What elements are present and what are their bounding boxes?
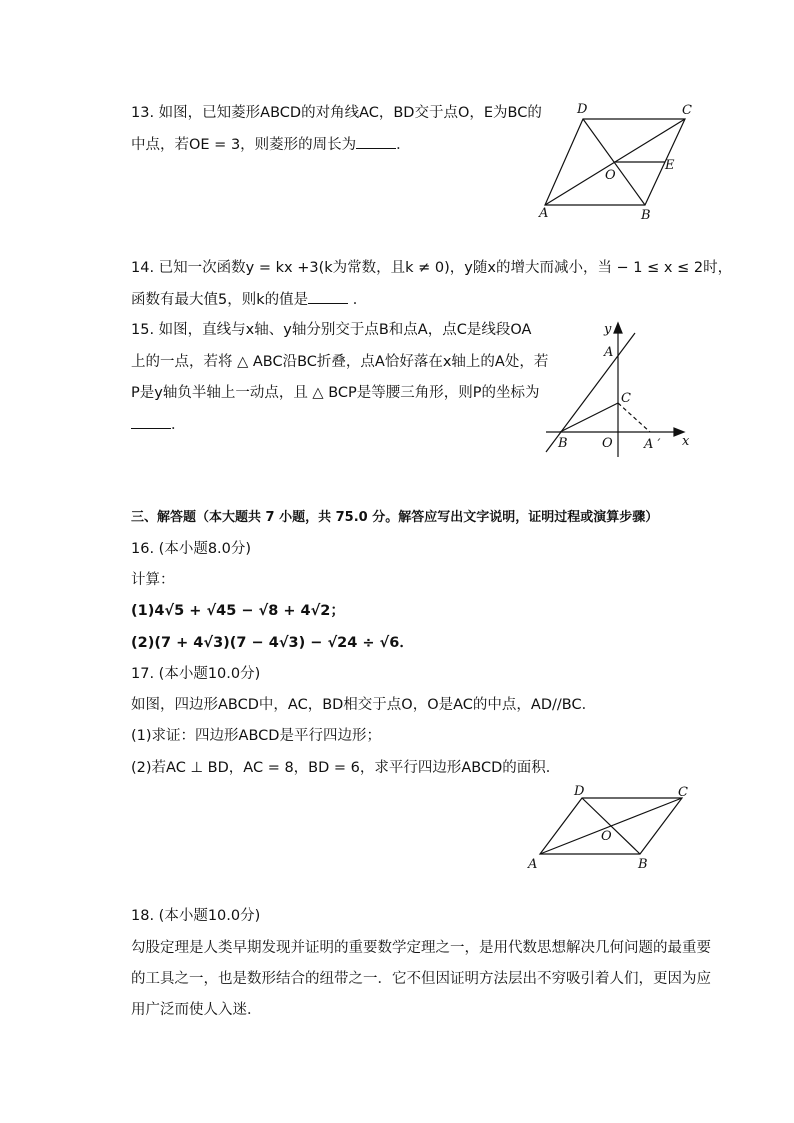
label-d: D: [577, 102, 588, 117]
label-y: y: [604, 322, 612, 337]
q18-line3: 用广泛而使人入迷．: [131, 1002, 262, 1018]
q17-parallelogram-figure: [522, 780, 697, 875]
q13-answer-blank: [356, 134, 396, 149]
label-b: B: [638, 857, 648, 872]
label-a: A: [604, 345, 614, 360]
q13-line2-end: ．: [396, 137, 411, 153]
q18-line1: 勾股定理是人类早期发现并证明的重要数学定理之一，是用代数思想解决几何问题的最重要: [131, 940, 711, 956]
label-b: B: [641, 208, 651, 222]
q15-line4: [131, 414, 186, 435]
q17-title: 17. (本小题10.0分): [131, 666, 261, 682]
q14-line2-end: ．: [348, 292, 368, 308]
fold-segment-ca-prime: [618, 403, 650, 432]
label-d: D: [574, 784, 585, 799]
label-o: O: [602, 436, 613, 451]
section3-heading: 三、解答题（本大题共 7 小题，共 75.0 分。解答应写出文字说明，证明过程或演算步骤）: [131, 510, 659, 525]
y-axis-arrow: [614, 323, 622, 333]
q16-title: 16. (本小题8.0分): [131, 541, 252, 557]
q17-stem: 如图，四边形ABCD中，AC，BD相交于点O，O是AC的中点，AD//BC．: [131, 697, 597, 713]
q13-rhombus-figure: [535, 97, 700, 222]
q17-part1: (1)求证：四边形ABCD是平行四边形；: [131, 728, 381, 744]
label-e: E: [665, 158, 675, 173]
label-c: C: [621, 391, 631, 406]
q14-answer-blank: [308, 289, 348, 304]
q13-line2-text: 中点，若OE = 3，则菱形的周长为: [131, 137, 357, 153]
q16-intro: 计算：: [131, 572, 175, 588]
q13-line1: 13. 如图，已知菱形ABCD的对角线AC，BD交于点O，E为BC的: [131, 105, 542, 121]
diagonal-bd: [582, 798, 640, 854]
segment-bc: [560, 403, 618, 432]
q14-line2-text: 函数有最大值5，则k的值是: [131, 292, 309, 308]
q18-title: 18. (本小题10.0分): [131, 908, 261, 924]
label-a-prime: A ′: [644, 437, 661, 452]
q15-line1: 15. 如图，直线与x轴、y轴分别交于点B和点A，点C是线段OA: [131, 322, 532, 338]
q14-line2: [131, 289, 367, 310]
q16-part2: (2)(7 + 4√3)(7 − 4√3) − √24 ÷ √6．: [131, 635, 414, 651]
label-b: B: [558, 436, 568, 451]
q13-line2: [131, 134, 411, 155]
label-o: O: [601, 829, 612, 844]
label-o: O: [605, 168, 616, 183]
q15-line2: 上的一点，若将 △ ABC沿BC折叠，点A恰好落在x轴上的A处，若: [131, 354, 549, 370]
label-a: A: [539, 206, 549, 221]
label-c: C: [682, 103, 692, 118]
q18-line2: 的工具之一，也是数形结合的纽带之一．它不但因证明方法层出不穷吸引着人们，更因为应: [131, 971, 711, 987]
q15-answer-blank: [131, 414, 171, 429]
label-c: C: [678, 785, 688, 800]
q15-line4-end: ．: [171, 417, 186, 433]
label-a: A: [528, 857, 538, 872]
q16-part1: (1)4√5 + √45 − √8 + 4√2；: [131, 603, 345, 619]
q15-coordinate-figure: [538, 315, 698, 465]
q17-part2: (2)若AC ⊥ BD，AC = 8，BD = 6，求平行四边形ABCD的面积．: [131, 760, 561, 776]
label-x: x: [682, 434, 690, 449]
q14-line1: 14. 已知一次函数y = kx +3(k为常数，且k ≠ 0)，y随x的增大而减小，当 − 1 ≤ x ≤ 2时，: [131, 260, 733, 276]
q15-line3: P是y轴负半轴上一动点，且 △ BCP是等腰三角形，则P的坐标为: [131, 385, 540, 401]
